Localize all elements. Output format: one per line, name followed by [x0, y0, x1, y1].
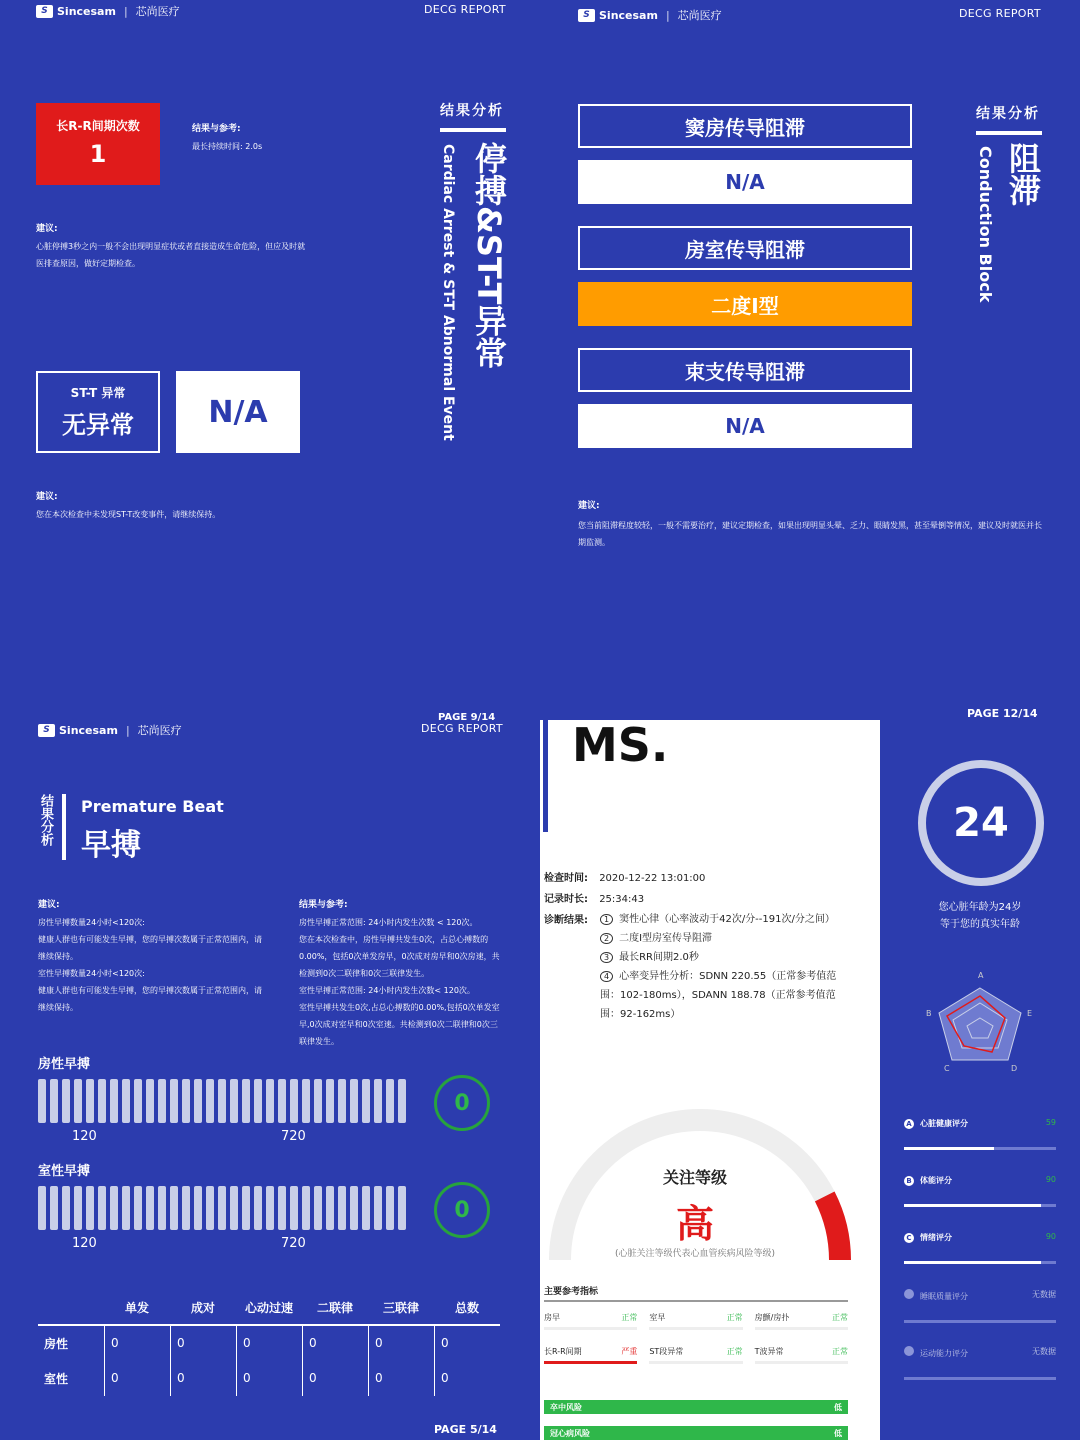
advice-line: 房性早搏数量24小时<120次: [38, 918, 145, 927]
brand-header [36, 3, 180, 19]
beat-bar [266, 1186, 274, 1230]
report-label: DECG REPORT [959, 7, 1041, 20]
ventricular-bar-strip [38, 1186, 418, 1234]
score-bar [904, 1204, 1056, 1207]
table-header-row [38, 1290, 500, 1326]
beat-bar [38, 1079, 46, 1123]
indicator-name: 长R-R间期 [544, 1347, 582, 1356]
advice-title: 建议: [36, 224, 58, 234]
beat-bar [62, 1079, 70, 1123]
score-key-icon: A [904, 1119, 914, 1129]
row-label: 室性 [44, 1372, 69, 1386]
side-title: 结果分析 [38, 794, 53, 846]
diag-label: 诊断结果: [544, 915, 588, 926]
table-row [38, 1326, 500, 1361]
ref-line: 室性早搏共发生0次,占总心搏数的0.00%,包括0次单发室早,0次成对室早和0次室速。共检测到0次二联律和0次三联律发生。 [299, 1003, 500, 1046]
indicator-status: 正常 [621, 1313, 638, 1322]
score-key-icon: C [904, 1233, 914, 1243]
beat-bar [302, 1186, 310, 1230]
indicator-status: 正常 [831, 1313, 848, 1322]
beat-bar [350, 1186, 358, 1230]
beat-bar [38, 1186, 46, 1230]
heart-age-text-2: 等于您的真实年龄 [940, 919, 1020, 930]
advice-text [38, 914, 268, 1016]
heart-age-value: 24 [953, 800, 1009, 846]
sincesam-logo-icon: S [36, 5, 53, 18]
ref-title: 结果与参考: [299, 900, 348, 910]
beat-bar [206, 1079, 214, 1123]
score-label: 运动能力评分 [904, 1346, 968, 1359]
indicator-name: 室早 [649, 1313, 666, 1322]
indicator-name: 房早 [544, 1313, 560, 1322]
indicator-name: 房颤/房扑 [754, 1313, 790, 1322]
indicator-row [544, 1346, 848, 1364]
diag-text: 心率变异性分析：SDNN 220.55（正常参考值范围：102-180ms），SDANN 188.78（正常参考值范围：92-162ms） [600, 971, 837, 1020]
brand-cn: 芯尚医疗 [137, 724, 182, 737]
row-label: 房性 [44, 1337, 69, 1351]
beat-bar [86, 1186, 94, 1230]
advice-text: 心脏停搏3秒之内一般不会出现明显症状或者直接造成生命危险，但应及时就医排查原因，做好定期检查。 [36, 242, 306, 268]
brand-name: Sincesam [599, 8, 658, 22]
page-number: PAGE 5/14 [434, 1423, 497, 1436]
score-bar [904, 1147, 1056, 1150]
atrial-tick-2: 720 [281, 1129, 306, 1144]
advice-text: 您当前阻滞程度较轻，一般不需要治疗，建议定期检查，如果出现明显头晕、乏力、眼睛发黑，甚至晕倒等情况，建议及时就医并长期监测。 [578, 521, 1042, 547]
beat-bar [278, 1186, 286, 1230]
sincesam-logo-icon: S [578, 9, 595, 22]
risk-row [544, 1400, 848, 1414]
radar-label: E [1027, 1009, 1033, 1018]
beat-bar [230, 1186, 238, 1230]
beat-bar [338, 1186, 346, 1230]
risk-name: 卒中风险 [550, 1402, 582, 1412]
page-number-top: PAGE 9/14 [438, 712, 496, 723]
report-label: DECG REPORT [421, 722, 503, 735]
av-block-label: 房室传导阻滞 [578, 226, 912, 270]
advice-title: 建议: [578, 501, 600, 511]
result-title: 结果与参考: [192, 124, 241, 134]
advice-line: 健康人群也有可能发生早搏，您的早搏次数属于正常范围内，请继续保持。 [38, 935, 262, 961]
indicator-item [755, 1312, 848, 1330]
beat-bar [50, 1186, 58, 1230]
beat-bar [194, 1079, 202, 1123]
brand-separator: | [665, 8, 670, 22]
table-cell: 0 [368, 1326, 434, 1361]
st-t-label: ST-T 异常 [70, 386, 126, 400]
diag-list [600, 910, 850, 1024]
beat-bar [98, 1079, 106, 1123]
beat-bar [362, 1186, 370, 1230]
beat-bar [386, 1079, 394, 1123]
sa-block-label: 窦房传导阻滞 [578, 104, 912, 148]
page-number: PAGE 12/14 [967, 707, 1038, 720]
beat-bar [338, 1079, 346, 1123]
brand-separator: | [123, 4, 128, 18]
advice2-text: 您在本次检查中未发现ST-T改变事件，请继续保持。 [36, 510, 221, 519]
table-header: 三联律 [382, 1300, 419, 1315]
beat-bar [170, 1079, 178, 1123]
table-header: 二联律 [316, 1300, 353, 1315]
check-time-label: 检查时间: [544, 873, 588, 884]
duration-row [544, 890, 644, 905]
heart-age-text-1: 您心脏年龄为24岁 [938, 902, 1022, 913]
panel-premature-beat [0, 712, 540, 1440]
table-cell: 0 [434, 1361, 500, 1396]
score-label: C 情绪评分 [904, 1232, 952, 1243]
check-time-row [544, 869, 705, 884]
brand-name: Sincesam [57, 4, 116, 18]
beat-bar [158, 1186, 166, 1230]
atrial-tick-1: 120 [72, 1129, 97, 1144]
indicators-title: 主要参考指标 [544, 1287, 599, 1297]
indicator-item [755, 1346, 848, 1364]
risk-row [544, 1426, 848, 1440]
bundle-block-value: N/A [578, 404, 912, 448]
duration: 25:34:43 [599, 894, 645, 905]
score-label: B 体能评分 [904, 1175, 952, 1186]
table-cell: 0 [104, 1361, 170, 1396]
side-title-underline [976, 131, 1042, 135]
beat-bar [86, 1079, 94, 1123]
advice2-title: 建议: [36, 492, 58, 502]
score-row [904, 1289, 1056, 1323]
beat-bar [398, 1186, 406, 1230]
long-rr-card [36, 103, 160, 185]
beat-bar [182, 1079, 190, 1123]
gauge-value: 高 [675, 1202, 714, 1246]
table-header: 成对 [190, 1300, 215, 1315]
radar-label: B [926, 1009, 932, 1018]
st-t-na: N/A [176, 371, 300, 453]
check-time: 2020-12-22 13:01:00 [599, 873, 706, 884]
beat-bar [242, 1079, 250, 1123]
ventricular-tick-2: 720 [281, 1236, 306, 1251]
advice-line: 健康人群也有可能发生早搏，您的早搏次数属于正常范围内，请继续保持。 [38, 986, 262, 1012]
brand-cn: 芯尚医疗 [135, 5, 180, 18]
side-title: 结果分析 [976, 106, 1040, 122]
st-t-value: 无异常 [62, 411, 134, 439]
side-title-en: Conduction Block [976, 146, 995, 303]
ref-text [299, 914, 504, 1050]
side-title-underline [440, 128, 506, 132]
ref-line: 室性早搏正常范围: 24小时内发生次数< 120次。 [299, 986, 475, 995]
gauge-title: 关注等级 [662, 1168, 727, 1187]
score-bar [904, 1377, 1056, 1380]
brand-name: Sincesam [59, 723, 118, 737]
ventricular-label: 室性早搏 [38, 1164, 91, 1179]
atrial-count: 0 [434, 1075, 490, 1131]
brand-header [38, 722, 182, 738]
table-header: 总数 [454, 1300, 479, 1315]
ventricular-tick-1: 120 [72, 1236, 97, 1251]
indicators-divider [544, 1300, 848, 1302]
indicator-status: 正常 [726, 1313, 743, 1322]
radar-chart [920, 968, 1040, 1078]
beat-bar [110, 1186, 118, 1230]
indicator-grid [544, 1312, 848, 1364]
side-title-en: Cardiac Arrest & ST-T Abnormal Event [440, 144, 456, 441]
ref-line: 房性早搏正常范围: 24小时内发生次数 < 120次。 [299, 918, 478, 927]
indicator-status: 正常 [726, 1347, 743, 1356]
indicator-item [544, 1312, 637, 1330]
score-value: 无数据 [1032, 1347, 1056, 1356]
risk-name: 冠心病风险 [550, 1428, 590, 1438]
score-row [904, 1232, 1056, 1264]
beat-bar [218, 1079, 226, 1123]
beat-bar [362, 1079, 370, 1123]
score-bar [904, 1261, 1056, 1264]
st-t-card [36, 371, 160, 453]
beat-bar [62, 1186, 70, 1230]
indicator-item [649, 1346, 742, 1364]
beat-bar [98, 1186, 106, 1230]
beat-bar [266, 1079, 274, 1123]
radar-label: C [944, 1064, 950, 1073]
beat-bar [326, 1186, 334, 1230]
ventricular-count: 0 [434, 1182, 490, 1238]
result-text: 最长持续时间: 2.0s [192, 142, 263, 151]
title-divider [62, 794, 66, 860]
long-rr-value: 1 [89, 140, 107, 168]
beat-bar [302, 1079, 310, 1123]
panel-report-summary [540, 720, 880, 1440]
gauge-note: (心脏关注等级代表心血管疾病风险等级) [614, 1249, 776, 1259]
table-header: 单发 [124, 1300, 149, 1315]
brand-header [578, 7, 722, 23]
indicator-item [649, 1312, 742, 1330]
panel-heart-age [880, 707, 1080, 1440]
panel-conduction-block [540, 0, 1080, 720]
indicator-status: 正常 [831, 1347, 848, 1356]
brand-separator: | [125, 723, 130, 737]
risk-level: 低 [834, 1428, 842, 1438]
diag-item: 1 窦性心律（心率波动于42次/分--191次/分之间） [600, 910, 850, 929]
side-title-cn: 停搏&ST-T异常 [470, 142, 508, 369]
score-value: 59 [1045, 1118, 1056, 1127]
beat-bar [254, 1186, 262, 1230]
beat-bar [158, 1079, 166, 1123]
beat-bar [350, 1079, 358, 1123]
beat-bar [74, 1079, 82, 1123]
indicator-name: T波异常 [754, 1347, 784, 1356]
sa-block-value: N/A [578, 160, 912, 204]
beat-bar [278, 1079, 286, 1123]
table-cell: 0 [104, 1326, 170, 1361]
beat-bar [146, 1079, 154, 1123]
av-block-value: 二度Ⅰ型 [578, 282, 912, 326]
beat-bar [122, 1079, 130, 1123]
risk-level: 低 [834, 1402, 842, 1412]
title-cn: 早搏 [81, 828, 141, 863]
bundle-block-label: 束支传导阻滞 [578, 348, 912, 392]
atrial-label: 房性早搏 [38, 1057, 91, 1072]
brand-cn: 芯尚医疗 [677, 9, 722, 22]
table-cell: 0 [434, 1326, 500, 1361]
score-bar [904, 1320, 1056, 1323]
panel-cardiac-arrest [0, 0, 540, 720]
table-header: 心动过速 [244, 1300, 293, 1315]
indicator-item [544, 1346, 637, 1364]
beat-bar [314, 1079, 322, 1123]
diag-item: 4 心率变异性分析：SDNN 220.55（正常参考值范围：102-180ms），SDANN 188.78（正常参考值范围：92-162ms） [600, 971, 837, 1020]
score-key-icon [904, 1289, 914, 1299]
title-en: Premature Beat [81, 797, 224, 816]
table-cell: 0 [236, 1326, 302, 1361]
radar-label: D [1011, 1064, 1018, 1073]
side-title: 结果分析 [440, 103, 504, 119]
duration-label: 记录时长: [544, 894, 588, 905]
beat-bar [110, 1079, 118, 1123]
beat-bar [386, 1186, 394, 1230]
score-value: 无数据 [1032, 1290, 1056, 1299]
table-row [38, 1361, 500, 1396]
diag-text: 窦性心律（心率波动于42次/分--191次/分之间） [619, 914, 835, 925]
beat-bar [254, 1079, 262, 1123]
beat-bar [170, 1186, 178, 1230]
score-key-icon: B [904, 1176, 914, 1186]
atrial-bar-strip [38, 1079, 418, 1127]
score-row [904, 1175, 1056, 1207]
score-label: A 心脏健康评分 [904, 1118, 968, 1129]
beat-bar [50, 1079, 58, 1123]
table-cell: 0 [302, 1326, 368, 1361]
beat-bar [122, 1186, 130, 1230]
advice-line: 室性早搏数量24小时<120次: [38, 969, 145, 978]
ref-line: 您在本次检查中，房性早搏共发生0次，占总心搏数的0.00%，包括0次单发房早，0次成对房早和0次房速，共检测到0次二联律和0次三联律发生。 [299, 935, 500, 978]
beat-bar [146, 1186, 154, 1230]
indicator-row [544, 1312, 848, 1330]
beat-bar [290, 1079, 298, 1123]
beat-bar [398, 1079, 406, 1123]
table-cell: 0 [236, 1361, 302, 1396]
beat-bar [134, 1186, 142, 1230]
sincesam-logo-icon: S [38, 724, 55, 737]
beat-bar [182, 1186, 190, 1230]
report-label: DECG REPORT [424, 3, 506, 16]
diag-text: 最长RR间期2.0秒 [619, 952, 699, 963]
beat-bar [374, 1079, 382, 1123]
beat-bar [314, 1186, 322, 1230]
beat-bar [194, 1186, 202, 1230]
beat-bar [290, 1186, 298, 1230]
score-row [904, 1118, 1056, 1150]
beat-bar [242, 1186, 250, 1230]
beat-bar [326, 1079, 334, 1123]
advice-title: 建议: [38, 900, 60, 910]
beat-bar [134, 1079, 142, 1123]
table-cell: 0 [368, 1361, 434, 1396]
diag-item: 3 最长RR间期2.0秒 [600, 948, 850, 967]
score-key-icon [904, 1346, 914, 1356]
heart-age-ring [918, 760, 1044, 886]
table-cell: 0 [170, 1361, 236, 1396]
table-cell: 0 [170, 1326, 236, 1361]
score-row [904, 1346, 1056, 1380]
diag-item: 2 二度Ⅰ型房室传导阻滞 [600, 929, 850, 948]
beat-bar [230, 1079, 238, 1123]
indicator-status: 严重 [621, 1347, 638, 1356]
radar-label: A [978, 971, 984, 980]
score-value: 90 [1045, 1175, 1056, 1184]
score-label: 睡眠质量评分 [904, 1289, 968, 1302]
accent-bar [543, 720, 548, 832]
beat-bar [218, 1186, 226, 1230]
side-title-cn: 阻滞 [1004, 142, 1042, 206]
beat-bar [206, 1186, 214, 1230]
diag-text: 二度Ⅰ型房室传导阻滞 [619, 933, 713, 944]
score-value: 90 [1045, 1232, 1056, 1241]
long-rr-title: 长R-R间期次数 [56, 119, 140, 133]
summary-table [38, 1290, 500, 1396]
beat-bar [374, 1186, 382, 1230]
indicator-name: ST段异常 [649, 1347, 684, 1356]
beat-bar [74, 1186, 82, 1230]
table-cell: 0 [302, 1361, 368, 1396]
ms-heading: MS. [572, 718, 669, 772]
